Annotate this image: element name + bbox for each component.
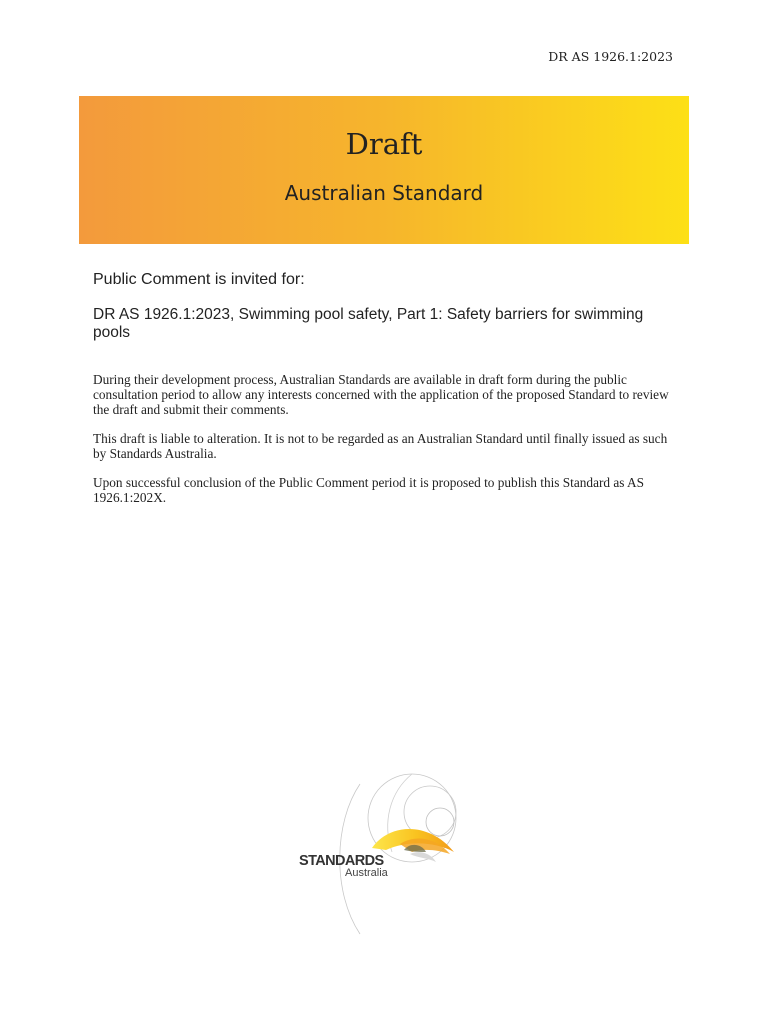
logo-subword: Australia [345, 867, 388, 879]
paragraph-publication-plan: Upon successful conclusion of the Public Comment period it is proposed to publish this Standard as AS 1926.1:202X. [93, 475, 645, 505]
paragraph-liable-to-alteration: This draft is liable to alteration. It is not to be regarded as an Australian Standard until finally issued as such by Standards Australia. [93, 431, 668, 461]
standard-title: DR AS 1926.1:2023, Swimming pool safety, Part 1: Safety barriers for swimming pools [93, 306, 644, 341]
banner-subtitle: Australian Standard [284, 181, 484, 205]
paragraph-development-process: During their development process, Australian Standards are available in draft form during the public consultation period to allow any interests concerned with the application of the proposed Standard to review the draft and submit their comments. [93, 372, 669, 417]
draft-banner [79, 96, 689, 244]
body-text [93, 372, 681, 519]
logo-wordmark: STANDARDS [299, 853, 384, 869]
document-reference: DR AS 1926.1:2023 [548, 49, 673, 64]
public-comment-invite: Public Comment is invited for: [93, 271, 305, 288]
banner-title: Draft [345, 127, 423, 161]
standards-australia-logo [290, 772, 490, 942]
